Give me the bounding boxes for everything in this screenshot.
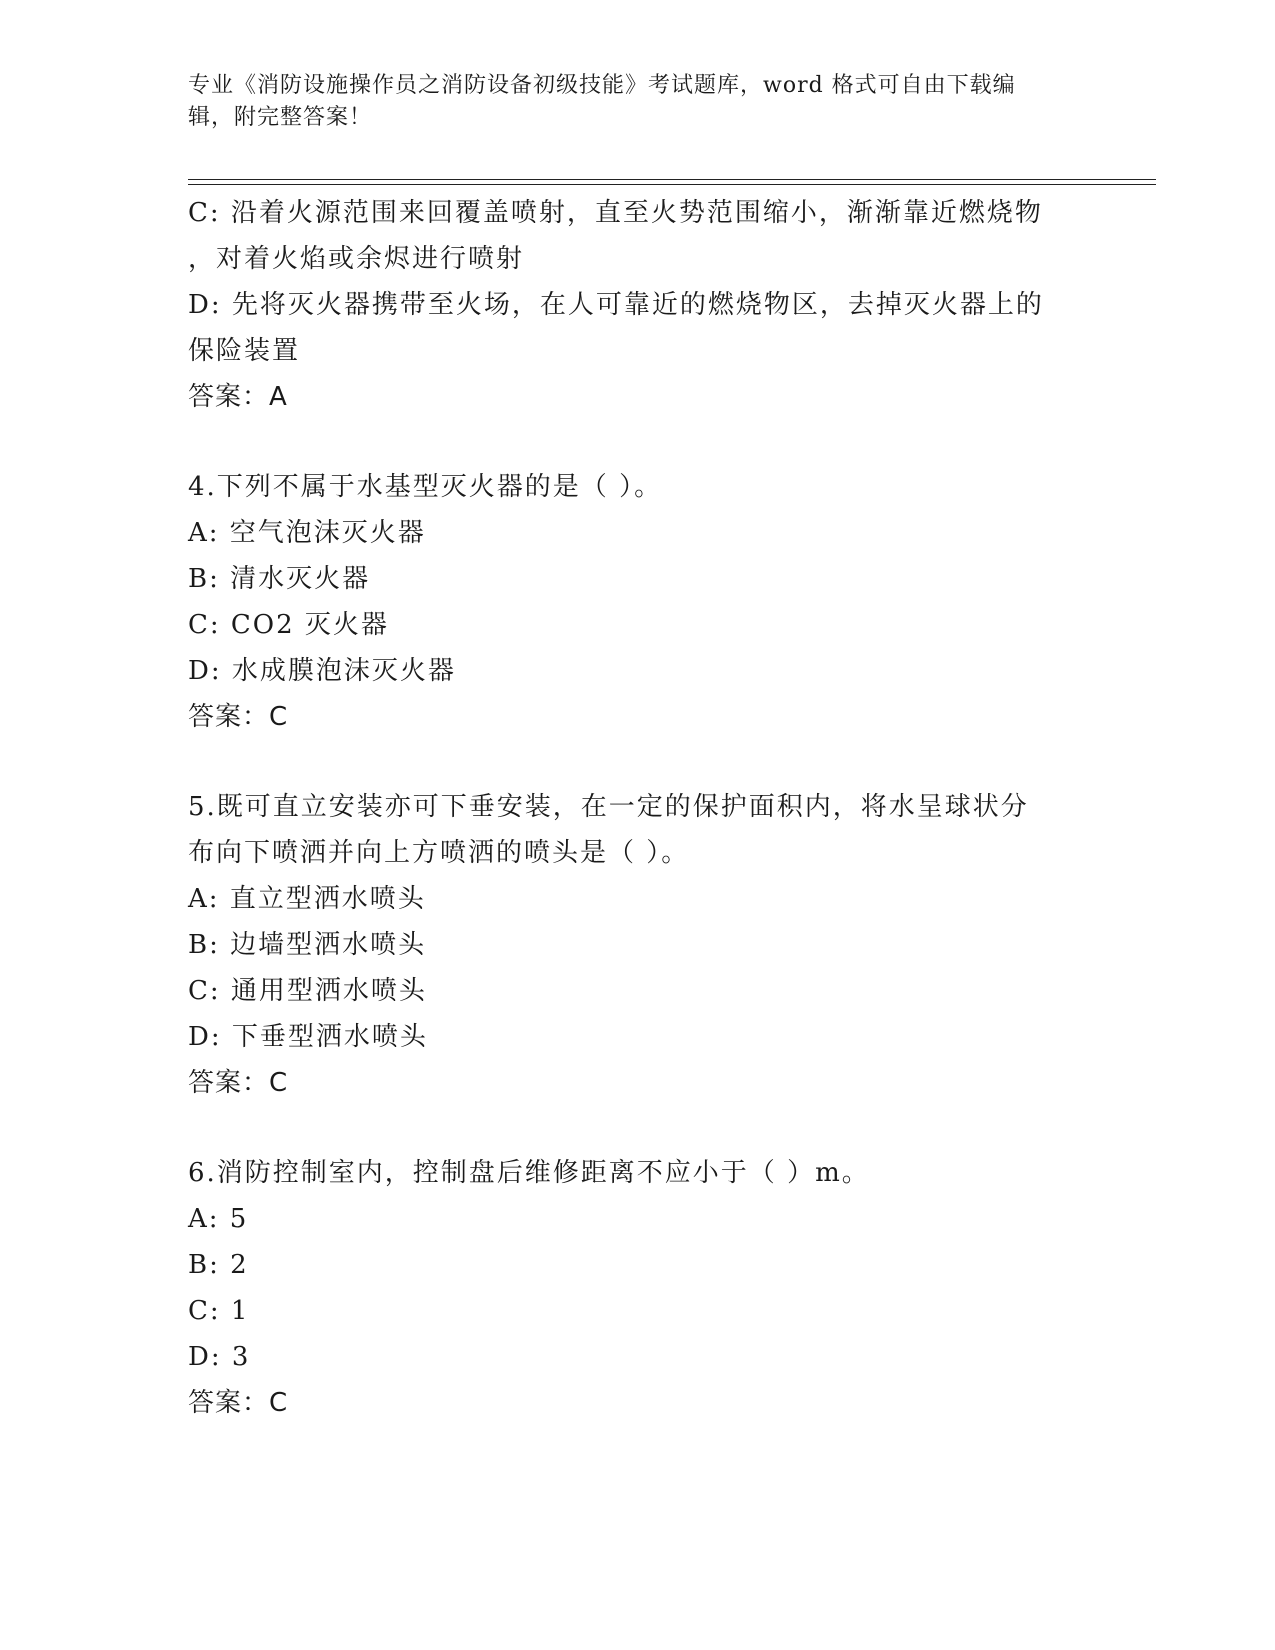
option-c: C: CO2 灭火器 xyxy=(188,610,389,640)
option-d: D: 3 xyxy=(188,1342,251,1372)
option-d-line-1: D: 先将灭火器携带至火场，在人可靠近的燃烧物区，去掉灭火器上的 xyxy=(188,290,1044,320)
option-a: A: 5 xyxy=(188,1204,249,1234)
option-b: B: 边墙型洒水喷头 xyxy=(188,930,427,960)
option-b: B: 2 xyxy=(188,1250,249,1280)
option-d: D: 水成膜泡沫灭火器 xyxy=(188,656,456,686)
spacer xyxy=(188,420,1088,464)
option-a: A: 空气泡沫灭火器 xyxy=(188,518,426,548)
answer-line: 答案：C xyxy=(188,702,289,732)
question-stem-line-1: 5.既可直立安装亦可下垂安装，在一定的保护面积内，将水呈球状分 xyxy=(188,792,1029,822)
header-rule-top xyxy=(188,179,1156,180)
question-content xyxy=(188,190,1088,1426)
option-c: C: 1 xyxy=(188,1296,250,1326)
option-d-line-2: 保险装置 xyxy=(188,336,301,366)
option-a: A: 直立型洒水喷头 xyxy=(188,884,426,914)
question-stem: 4.下列不属于水基型灭火器的是（ ）。 xyxy=(188,472,663,502)
spacer xyxy=(188,740,1088,784)
option-c-line-1: C: 沿着火源范围来回覆盖喷射，直至火势范围缩小，渐渐靠近燃烧物 xyxy=(188,198,1043,228)
document-header xyxy=(188,70,1068,134)
question-stem-line-2: 布向下喷洒并向上方喷洒的喷头是（ ）。 xyxy=(188,838,690,868)
header-line-2: 辑，附完整答案！ xyxy=(188,105,373,130)
option-b: B: 清水灭火器 xyxy=(188,564,371,594)
header-rule-bottom xyxy=(188,184,1156,185)
question-4 xyxy=(188,464,1088,740)
question-6 xyxy=(188,1150,1088,1426)
question-stem: 6.消防控制室内，控制盘后维修距离不应小于（ ）m。 xyxy=(188,1158,870,1188)
header-line-1: 专业《消防设施操作员之消防设备初级技能》考试题库，word 格式可自由下载编 xyxy=(188,73,1016,98)
question-5 xyxy=(188,784,1088,1106)
answer-line: 答案：C xyxy=(188,1388,289,1418)
question-3-continuation xyxy=(188,190,1088,420)
answer-line: 答案：C xyxy=(188,1068,289,1098)
answer-line: 答案：A xyxy=(188,382,288,412)
spacer xyxy=(188,1106,1088,1150)
option-c-line-2: ，对着火焰或余烬进行喷射 xyxy=(188,244,525,274)
option-d: D: 下垂型洒水喷头 xyxy=(188,1022,428,1052)
option-c: C: 通用型洒水喷头 xyxy=(188,976,427,1006)
